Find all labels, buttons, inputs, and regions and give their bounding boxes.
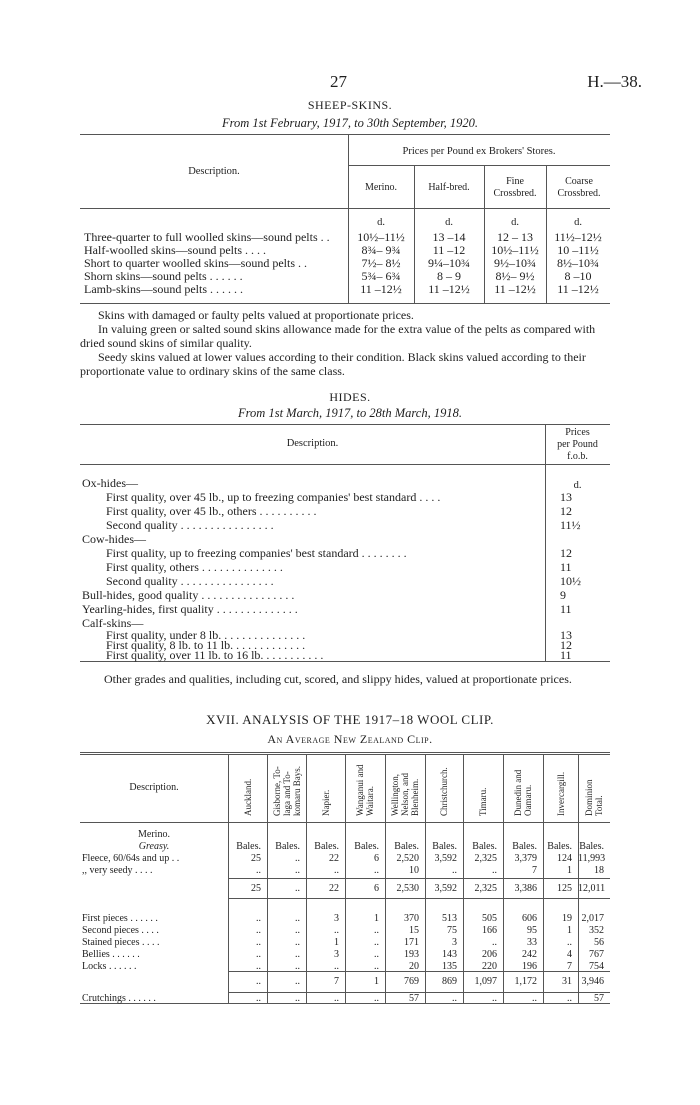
wool-subtotal: 3,592 bbox=[434, 883, 457, 894]
wool-row-value: 166 bbox=[482, 925, 497, 936]
wool-units: Bales. bbox=[275, 841, 300, 852]
sheep-row-merino: 8¾– 9¾ bbox=[361, 243, 401, 257]
wool-column-header: Christchurch. bbox=[439, 767, 449, 816]
hides-row-price: 11 bbox=[560, 602, 572, 616]
wool-row-value: 18 bbox=[594, 865, 604, 876]
wool-row-value: 513 bbox=[442, 913, 457, 924]
wool-row-value: .. bbox=[256, 937, 261, 948]
sheep-row-coarse: 11 –12½ bbox=[557, 282, 599, 296]
hides-row-price: 12 bbox=[560, 504, 572, 518]
wool-row-value: 57 bbox=[409, 993, 419, 1004]
wool-row-value: 2,520 bbox=[396, 853, 419, 864]
wool-row-value: 11,993 bbox=[578, 853, 606, 864]
wool-subtotal: 31 bbox=[562, 976, 572, 987]
wool-row-value: 7 bbox=[532, 865, 537, 876]
sheep-row-desc: Three-quarter to full woolled skins—sound pelts . . bbox=[84, 230, 330, 244]
sheep-prices-header: Prices per Pound ex Brokers' Stores. bbox=[402, 146, 556, 157]
hides-note: Other grades and qualities, including cut, scored, and slippy hides, valued at proportionate prices. bbox=[104, 672, 572, 686]
hides-price-header: per Pound bbox=[557, 439, 598, 450]
wool-row-desc: Fleece, 60/64s and up . . bbox=[82, 853, 180, 864]
wool-row-value: 143 bbox=[442, 949, 457, 960]
wool-row-desc: Second pieces . . . . bbox=[82, 925, 159, 936]
hides-row-price: 12 bbox=[560, 638, 572, 652]
sheep-row-desc: Short to quarter woolled skins—sound pelts . . bbox=[84, 256, 307, 270]
sheep-row-merino: 5¾– 6¾ bbox=[361, 269, 401, 283]
wool-subtotal: .. bbox=[256, 976, 261, 987]
wool-column-header: Wanganui and bbox=[355, 764, 365, 816]
sheep-prices-rule bbox=[348, 165, 610, 166]
hides-row-price: 10½ bbox=[560, 574, 581, 588]
sheep-row-fine: 10½–11½ bbox=[491, 243, 539, 257]
sheep-col-halfbred: Half-bred. bbox=[428, 182, 470, 193]
wool-row-value: 193 bbox=[404, 949, 419, 960]
wool-row-desc: ,, very seedy . . . . bbox=[82, 865, 153, 876]
wool-section: Merino. bbox=[138, 829, 170, 840]
wool-subtotal: 1,172 bbox=[514, 976, 537, 987]
wool-subtotal: 1,097 bbox=[474, 976, 497, 987]
hides-desc-header: Description. bbox=[286, 438, 339, 449]
wool-row-value: 1 bbox=[334, 937, 339, 948]
wool-row-value: 124 bbox=[557, 853, 572, 864]
wool-row-value: .. bbox=[374, 949, 379, 960]
wool-row-value: 20 bbox=[409, 961, 419, 972]
wool-column-header: Total. bbox=[594, 795, 604, 816]
wool-row-value: 3,379 bbox=[514, 853, 537, 864]
wool-row-value: 57 bbox=[594, 993, 604, 1004]
wool-row-value: 505 bbox=[482, 913, 497, 924]
wool-row-value: 242 bbox=[522, 949, 537, 960]
wool-units: Bales. bbox=[579, 841, 604, 852]
wool-subtotal: 3,386 bbox=[514, 883, 537, 894]
sheep-row-fine: 8½– 9½ bbox=[495, 269, 535, 283]
hides-price-header: Prices bbox=[565, 427, 590, 438]
wool-row-value: .. bbox=[334, 993, 339, 1004]
sheep-col-coarse: Coarse Crossbred. bbox=[557, 176, 601, 199]
hides-row-desc: First quality, over 11 lb. to 16 lb. . . . . . . . . . . bbox=[106, 648, 324, 662]
wool-subtotal-rule bbox=[228, 878, 610, 879]
document-reference: H.—38. bbox=[587, 72, 642, 91]
sheep-header-rule bbox=[80, 208, 610, 209]
wool-row-value: .. bbox=[334, 865, 339, 876]
hides-row-price: 13 bbox=[560, 628, 572, 642]
hides-row-desc: First quality, up to freezing companies' best standard . . . . . . . . bbox=[106, 546, 407, 560]
wool-subtotal: .. bbox=[295, 883, 300, 894]
wool-units: Bales. bbox=[314, 841, 339, 852]
hides-row-price: 12 bbox=[560, 546, 572, 560]
wool-row-value: .. bbox=[532, 993, 537, 1004]
wool-units: Bales. bbox=[547, 841, 572, 852]
wool-row-value: 56 bbox=[594, 937, 604, 948]
hides-row-desc: Second quality . . . . . . . . . . . . . . . . bbox=[106, 574, 274, 588]
wool-row-value: .. bbox=[492, 993, 497, 1004]
wool-row-value: 2,017 bbox=[581, 913, 604, 924]
wool-column-header: Oamaru. bbox=[523, 784, 533, 816]
wool-row-value: .. bbox=[492, 937, 497, 948]
wool-column-header: Dunedin and bbox=[513, 769, 523, 816]
wool-subtotal: 2,530 bbox=[396, 883, 419, 894]
wool-row-value: 15 bbox=[409, 925, 419, 936]
hides-row-price: 13 bbox=[560, 490, 572, 504]
hides-row-desc: Yearling-hides, first quality . . . . . . . . . . . . . . bbox=[82, 602, 298, 616]
wool-row-value: .. bbox=[374, 961, 379, 972]
hides-row-desc: Cow-hides— bbox=[82, 532, 146, 546]
wool-row-value: .. bbox=[374, 993, 379, 1004]
wool-subtotal: 7 bbox=[334, 976, 339, 987]
wool-units: Bales. bbox=[236, 841, 261, 852]
hides-row-price: 11½ bbox=[560, 518, 581, 532]
wool-row-value: .. bbox=[334, 925, 339, 936]
wool-subtotal: 25 bbox=[251, 883, 261, 894]
wool-units: Bales. bbox=[472, 841, 497, 852]
wool-row-value: 33 bbox=[527, 937, 537, 948]
sheep-unit: d. bbox=[377, 217, 385, 228]
wool-subtotal: 769 bbox=[404, 976, 419, 987]
wool-desc-header: Description. bbox=[129, 782, 179, 793]
hides-row-desc: First quality, under 8 lb. . . . . . . . . . . . . . . bbox=[106, 628, 306, 642]
wool-row-value: 3 bbox=[334, 913, 339, 924]
wool-units: Bales. bbox=[512, 841, 537, 852]
wool-row-value: 1 bbox=[567, 925, 572, 936]
sheep-row-halfbred: 8 – 9 bbox=[437, 269, 461, 283]
wool-column-header: laga and To- bbox=[281, 771, 292, 816]
wool-row-value: 206 bbox=[482, 949, 497, 960]
sheep-top-rule bbox=[80, 134, 610, 135]
wool-row-value: 754 bbox=[589, 961, 604, 972]
wool-column-header: Nelson, and bbox=[400, 773, 410, 816]
sheep-note: Skins with damaged or faulty pelts valued at proportionate prices. bbox=[98, 308, 414, 322]
wool-column-header: Dominion bbox=[584, 779, 594, 816]
wool-column-header: Wellington, bbox=[390, 773, 400, 816]
wool-row-desc: Locks . . . . . . bbox=[82, 961, 137, 972]
hides-price-header: f.o.b. bbox=[567, 451, 588, 462]
sheep-note: Seedy skins valued at lower values according to their condition. Black skins valued according to their proportionate value to ordinary skins of the same class. bbox=[80, 350, 586, 378]
wool-row-value: .. bbox=[256, 993, 261, 1004]
wool-title: XVII. ANALYSIS OF THE 1917–18 WOOL CLIP. bbox=[206, 712, 494, 727]
wool-row-value: 3,592 bbox=[434, 853, 457, 864]
wool-row-value: .. bbox=[374, 865, 379, 876]
hides-row-desc: First quality, over 45 lb., others . . . . . . . . . . bbox=[106, 504, 317, 518]
wool-column-header: Auckland. bbox=[242, 778, 253, 816]
wool-subsection: Greasy. bbox=[138, 841, 170, 852]
page-number: 27 bbox=[330, 72, 347, 91]
wool-row-value: 606 bbox=[522, 913, 537, 924]
wool-column-header: komaru Bays. bbox=[291, 766, 302, 816]
sheep-row-desc: Half-woolled skins—sound pelts . . . . bbox=[84, 243, 266, 257]
wool-row-value: 75 bbox=[447, 925, 457, 936]
wool-column-header: Napier. bbox=[320, 789, 331, 816]
wool-row-value: .. bbox=[256, 925, 261, 936]
hides-header-rule bbox=[80, 464, 610, 465]
sheep-row-halfbred: 13 –14 bbox=[432, 230, 466, 244]
sheep-row-halfbred: 11 –12 bbox=[432, 243, 466, 257]
hides-row-desc: Ox-hides— bbox=[82, 476, 138, 490]
wool-row-value: 22 bbox=[329, 853, 339, 864]
wool-row-value: .. bbox=[492, 865, 497, 876]
sheep-title: SHEEP-SKINS. bbox=[307, 98, 393, 112]
wool-row-value: .. bbox=[374, 925, 379, 936]
wool-row-desc: Crutchings . . . . . . bbox=[82, 993, 156, 1004]
sheep-row-fine: 12 – 13 bbox=[497, 230, 533, 244]
wool-row-value: 95 bbox=[527, 925, 537, 936]
sheep-row-merino: 10½–11½ bbox=[357, 230, 405, 244]
wool-column-header: Invercargill. bbox=[555, 771, 566, 816]
wool-row-value: 220 bbox=[482, 961, 497, 972]
wool-row-value: .. bbox=[295, 949, 300, 960]
wool-subtitle: An Average New Zealand Clip. bbox=[267, 732, 433, 746]
sheep-row-halfbred: 11 –12½ bbox=[428, 282, 470, 296]
wool-row-value: .. bbox=[256, 865, 261, 876]
wool-row-value: .. bbox=[452, 993, 457, 1004]
hides-title: HIDES. bbox=[329, 390, 371, 404]
wool-subtotal: 1 bbox=[374, 976, 379, 987]
wool-subtotal: 6 bbox=[374, 883, 379, 894]
wool-subtotal: 12,011 bbox=[578, 883, 606, 894]
wool-row-value: 2,325 bbox=[474, 853, 497, 864]
wool-row-value: .. bbox=[295, 993, 300, 1004]
wool-row-value: .. bbox=[295, 925, 300, 936]
wool-row-value: 370 bbox=[404, 913, 419, 924]
wool-subtotal: 22 bbox=[329, 883, 339, 894]
hides-unit: d. bbox=[573, 480, 582, 491]
sheep-row-coarse: 8 –10 bbox=[564, 269, 592, 283]
wool-row-value: .. bbox=[256, 949, 261, 960]
wool-units: Bales. bbox=[432, 841, 457, 852]
hides-row-desc: Bull-hides, good quality . . . . . . . . . . . . . . . . bbox=[82, 588, 295, 602]
wool-row-value: 171 bbox=[404, 937, 419, 948]
sheep-row-desc: Lamb-skins—sound pelts . . . . . . bbox=[84, 282, 243, 296]
wool-column-header: Waitara. bbox=[365, 785, 375, 816]
sheep-note: In valuing green or salted sound skins allowance made for the extra value of the pelts as compared with dried sound skins of similar quality. bbox=[80, 322, 596, 350]
sheep-row-merino: 7½– 8½ bbox=[361, 256, 401, 270]
hides-subtitle: From 1st March, 1917, to 28th March, 1918. bbox=[238, 406, 462, 420]
wool-subtotal: 3,946 bbox=[581, 976, 604, 987]
wool-row-value: .. bbox=[374, 937, 379, 948]
wool-row-value: 19 bbox=[562, 913, 572, 924]
sheep-subtitle: From 1st February, 1917, to 30th September, 1920. bbox=[221, 116, 479, 130]
wool-row-value: 10 bbox=[409, 865, 419, 876]
hides-top-rule bbox=[80, 424, 610, 425]
sheep-unit: d. bbox=[511, 217, 519, 228]
wool-row-desc: First pieces . . . . . . bbox=[82, 913, 158, 924]
hides-row-price: 11 bbox=[560, 560, 572, 574]
sheep-row-merino: 11 –12½ bbox=[360, 282, 402, 296]
hides-row-desc: First quality, 8 lb. to 11 lb. . . . . . . . . . . . . bbox=[106, 638, 306, 652]
wool-row-value: 135 bbox=[442, 961, 457, 972]
wool-row-value: 352 bbox=[589, 925, 604, 936]
wool-row-value: .. bbox=[295, 865, 300, 876]
sheep-row-coarse: 8½–10¾ bbox=[557, 256, 599, 270]
wool-subtotal-rule bbox=[228, 898, 610, 899]
wool-row-value: .. bbox=[295, 853, 300, 864]
wool-subtotal: 125 bbox=[557, 883, 572, 894]
wool-row-value: 3 bbox=[334, 949, 339, 960]
wool-row-value: 1 bbox=[374, 913, 379, 924]
sheep-col-fine: Fine Crossbred. bbox=[493, 176, 537, 199]
hides-row-desc: Second quality . . . . . . . . . . . . . . . . bbox=[106, 518, 274, 532]
wool-row-value: .. bbox=[295, 961, 300, 972]
wool-row-value: 1 bbox=[567, 865, 572, 876]
sheep-row-coarse: 10 –11½ bbox=[557, 243, 599, 257]
wool-column-header: Gisborne, To- bbox=[271, 766, 282, 816]
sheep-bottom-rule bbox=[80, 303, 610, 304]
wool-row-value: .. bbox=[334, 961, 339, 972]
wool-row-value: .. bbox=[256, 961, 261, 972]
hides-row-price: 9 bbox=[560, 588, 566, 602]
wool-row-value: 7 bbox=[567, 961, 572, 972]
sheep-row-fine: 9½–10¾ bbox=[494, 256, 536, 270]
wool-row-value: 4 bbox=[567, 949, 572, 960]
wool-units: Bales. bbox=[354, 841, 379, 852]
wool-units: Bales. bbox=[394, 841, 419, 852]
hides-row-desc: Calf-skins— bbox=[82, 616, 144, 630]
wool-subtotal-rule bbox=[228, 971, 610, 972]
wool-row-value: .. bbox=[295, 937, 300, 948]
wool-row-value: .. bbox=[295, 913, 300, 924]
hides-row-desc: First quality, others . . . . . . . . . . . . . . bbox=[106, 560, 283, 574]
wool-subtotal: 869 bbox=[442, 976, 457, 987]
sheep-row-coarse: 11½–12½ bbox=[554, 230, 602, 244]
wool-row-value: .. bbox=[452, 865, 457, 876]
wool-row-value: 3 bbox=[452, 937, 457, 948]
sheep-unit: d. bbox=[574, 217, 582, 228]
sheep-row-fine: 11 –12½ bbox=[494, 282, 536, 296]
wool-row-value: .. bbox=[567, 993, 572, 1004]
sheep-row-halfbred: 9¼–10¾ bbox=[428, 256, 470, 270]
wool-row-desc: Bellies . . . . . . bbox=[82, 949, 140, 960]
wool-row-value: 25 bbox=[251, 853, 261, 864]
sheep-col-merino: Merino. bbox=[365, 182, 397, 193]
wool-subtotal: 2,325 bbox=[474, 883, 497, 894]
wool-row-value: .. bbox=[567, 937, 572, 948]
hides-row-desc: First quality, over 45 lb., up to freezing companies' best standard . . . . bbox=[106, 490, 441, 504]
wool-column-header: Timaru. bbox=[478, 787, 488, 816]
sheep-unit: d. bbox=[445, 217, 453, 228]
sheep-row-desc: Shorn skins—sound pelts . . . . . . bbox=[84, 269, 243, 283]
wool-row-value: .. bbox=[256, 913, 261, 924]
sheep-desc-header: Description. bbox=[188, 166, 240, 177]
wool-row-value: 196 bbox=[522, 961, 537, 972]
wool-subtotal: .. bbox=[295, 976, 300, 987]
wool-column-header: Blenheim. bbox=[410, 778, 420, 816]
wool-row-value: 767 bbox=[589, 949, 604, 960]
hides-row-price: 11 bbox=[560, 648, 572, 662]
wool-row-value: 6 bbox=[374, 853, 379, 864]
wool-row-desc: Stained pieces . . . . bbox=[82, 937, 160, 948]
